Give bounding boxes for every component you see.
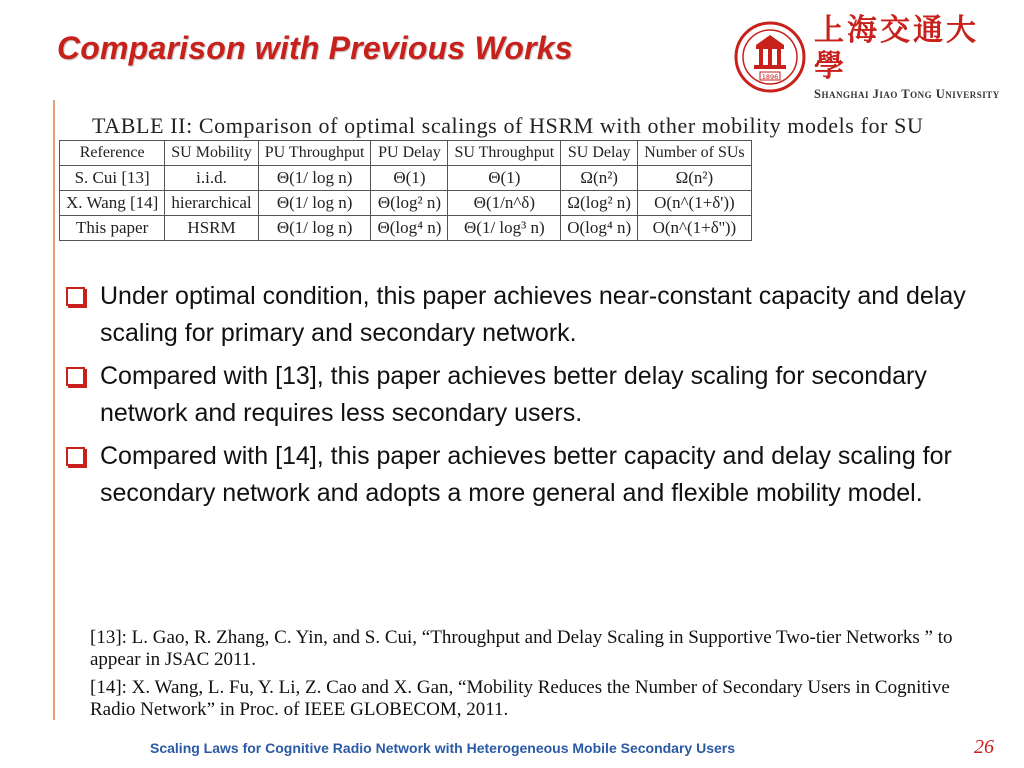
table-header-cell: SU Mobility <box>165 141 258 166</box>
bullet-item <box>66 358 986 432</box>
seal-year: 1896 <box>761 73 779 81</box>
table-cell: Ω(log² n) <box>561 191 638 216</box>
table-cell: Ω(n²) <box>638 166 751 191</box>
bullet-item <box>66 278 986 352</box>
table-header-cell: Number of SUs <box>638 141 751 166</box>
left-divider <box>53 100 55 720</box>
table-cell: hierarchical <box>165 191 258 216</box>
table-header-cell: SU Throughput <box>448 141 561 166</box>
page-number: 26 <box>974 736 994 758</box>
checkbox-bullet-icon <box>66 367 85 386</box>
bullet-list <box>66 278 986 518</box>
table-header-row <box>60 141 752 166</box>
table-cell: X. Wang [14] <box>60 191 165 216</box>
slide-footer: Scaling Laws for Cognitive Radio Network with Heterogeneous Mobile Secondary Users <box>150 740 736 756</box>
bullet-text: Compared with [13], this paper achieves better delay scaling for secondary network and requires less secondary users. <box>100 362 927 427</box>
university-seal-icon <box>734 21 806 93</box>
checkbox-bullet-icon <box>66 447 85 466</box>
table-cell: S. Cui [13] <box>60 166 165 191</box>
bullet-text: Compared with [14], this paper achieves better capacity and delay scaling for secondary network and adopts a more general and flexible mobility model. <box>100 442 952 507</box>
reference-item: [14]: X. Wang, L. Fu, Y. Li, Z. Cao and X. Gan, “Mobility Reduces the Number of Secondary Users in Cognitive Radio Network” in Proc. of IEEE GLOBECOM, 2011. <box>90 677 950 720</box>
table-cell: Θ(1/ log n) <box>258 216 371 241</box>
table-cell: O(n^(1+δ')) <box>638 191 751 216</box>
table-cell: Θ(1) <box>371 166 448 191</box>
table-header-cell: SU Delay <box>561 141 638 166</box>
bullet-item <box>66 438 986 512</box>
table-header-cell: PU Delay <box>371 141 448 166</box>
table-cell: Θ(1/ log n) <box>258 191 371 216</box>
table-cell: O(log⁴ n) <box>561 216 638 241</box>
table-row <box>60 191 752 216</box>
university-logo <box>734 14 1002 100</box>
table-header-cell: Reference <box>60 141 165 166</box>
slide-title: Comparison with Previous Works <box>57 30 573 66</box>
table-row <box>60 166 752 191</box>
table-row <box>60 216 752 241</box>
table-cell: i.i.d. <box>165 166 258 191</box>
reference-item: [13]: L. Gao, R. Zhang, C. Yin, and S. Cui, “Throughput and Delay Scaling in Supportive Two-tier Networks ” to appear in JSAC 2011. <box>90 627 953 670</box>
table-cell: O(n^(1+δ'')) <box>638 216 751 241</box>
table-cell: Θ(log⁴ n) <box>371 216 448 241</box>
table-caption: TABLE II: Comparison of optimal scalings of HSRM with other mobility models for SU <box>92 113 924 138</box>
table-header-cell: PU Throughput <box>258 141 371 166</box>
table-cell: This paper <box>60 216 165 241</box>
table-cell: HSRM <box>165 216 258 241</box>
table-cell: Θ(log² n) <box>371 191 448 216</box>
logo-english-name: Shanghai Jiao Tong University <box>814 86 1000 101</box>
table-cell: Θ(1) <box>448 166 561 191</box>
table-cell: Ω(n²) <box>561 166 638 191</box>
bullet-text: Under optimal condition, this paper achieves near-constant capacity and delay scaling for primary and secondary network. <box>100 282 966 347</box>
table-cell: Θ(1/n^δ) <box>448 191 561 216</box>
table-cell: Θ(1/ log³ n) <box>448 216 561 241</box>
comparison-table <box>59 140 752 241</box>
logo-chinese-name: 上海交通大學 <box>814 12 979 84</box>
table-cell: Θ(1/ log n) <box>258 166 371 191</box>
references <box>90 627 990 727</box>
checkbox-bullet-icon <box>66 287 85 306</box>
